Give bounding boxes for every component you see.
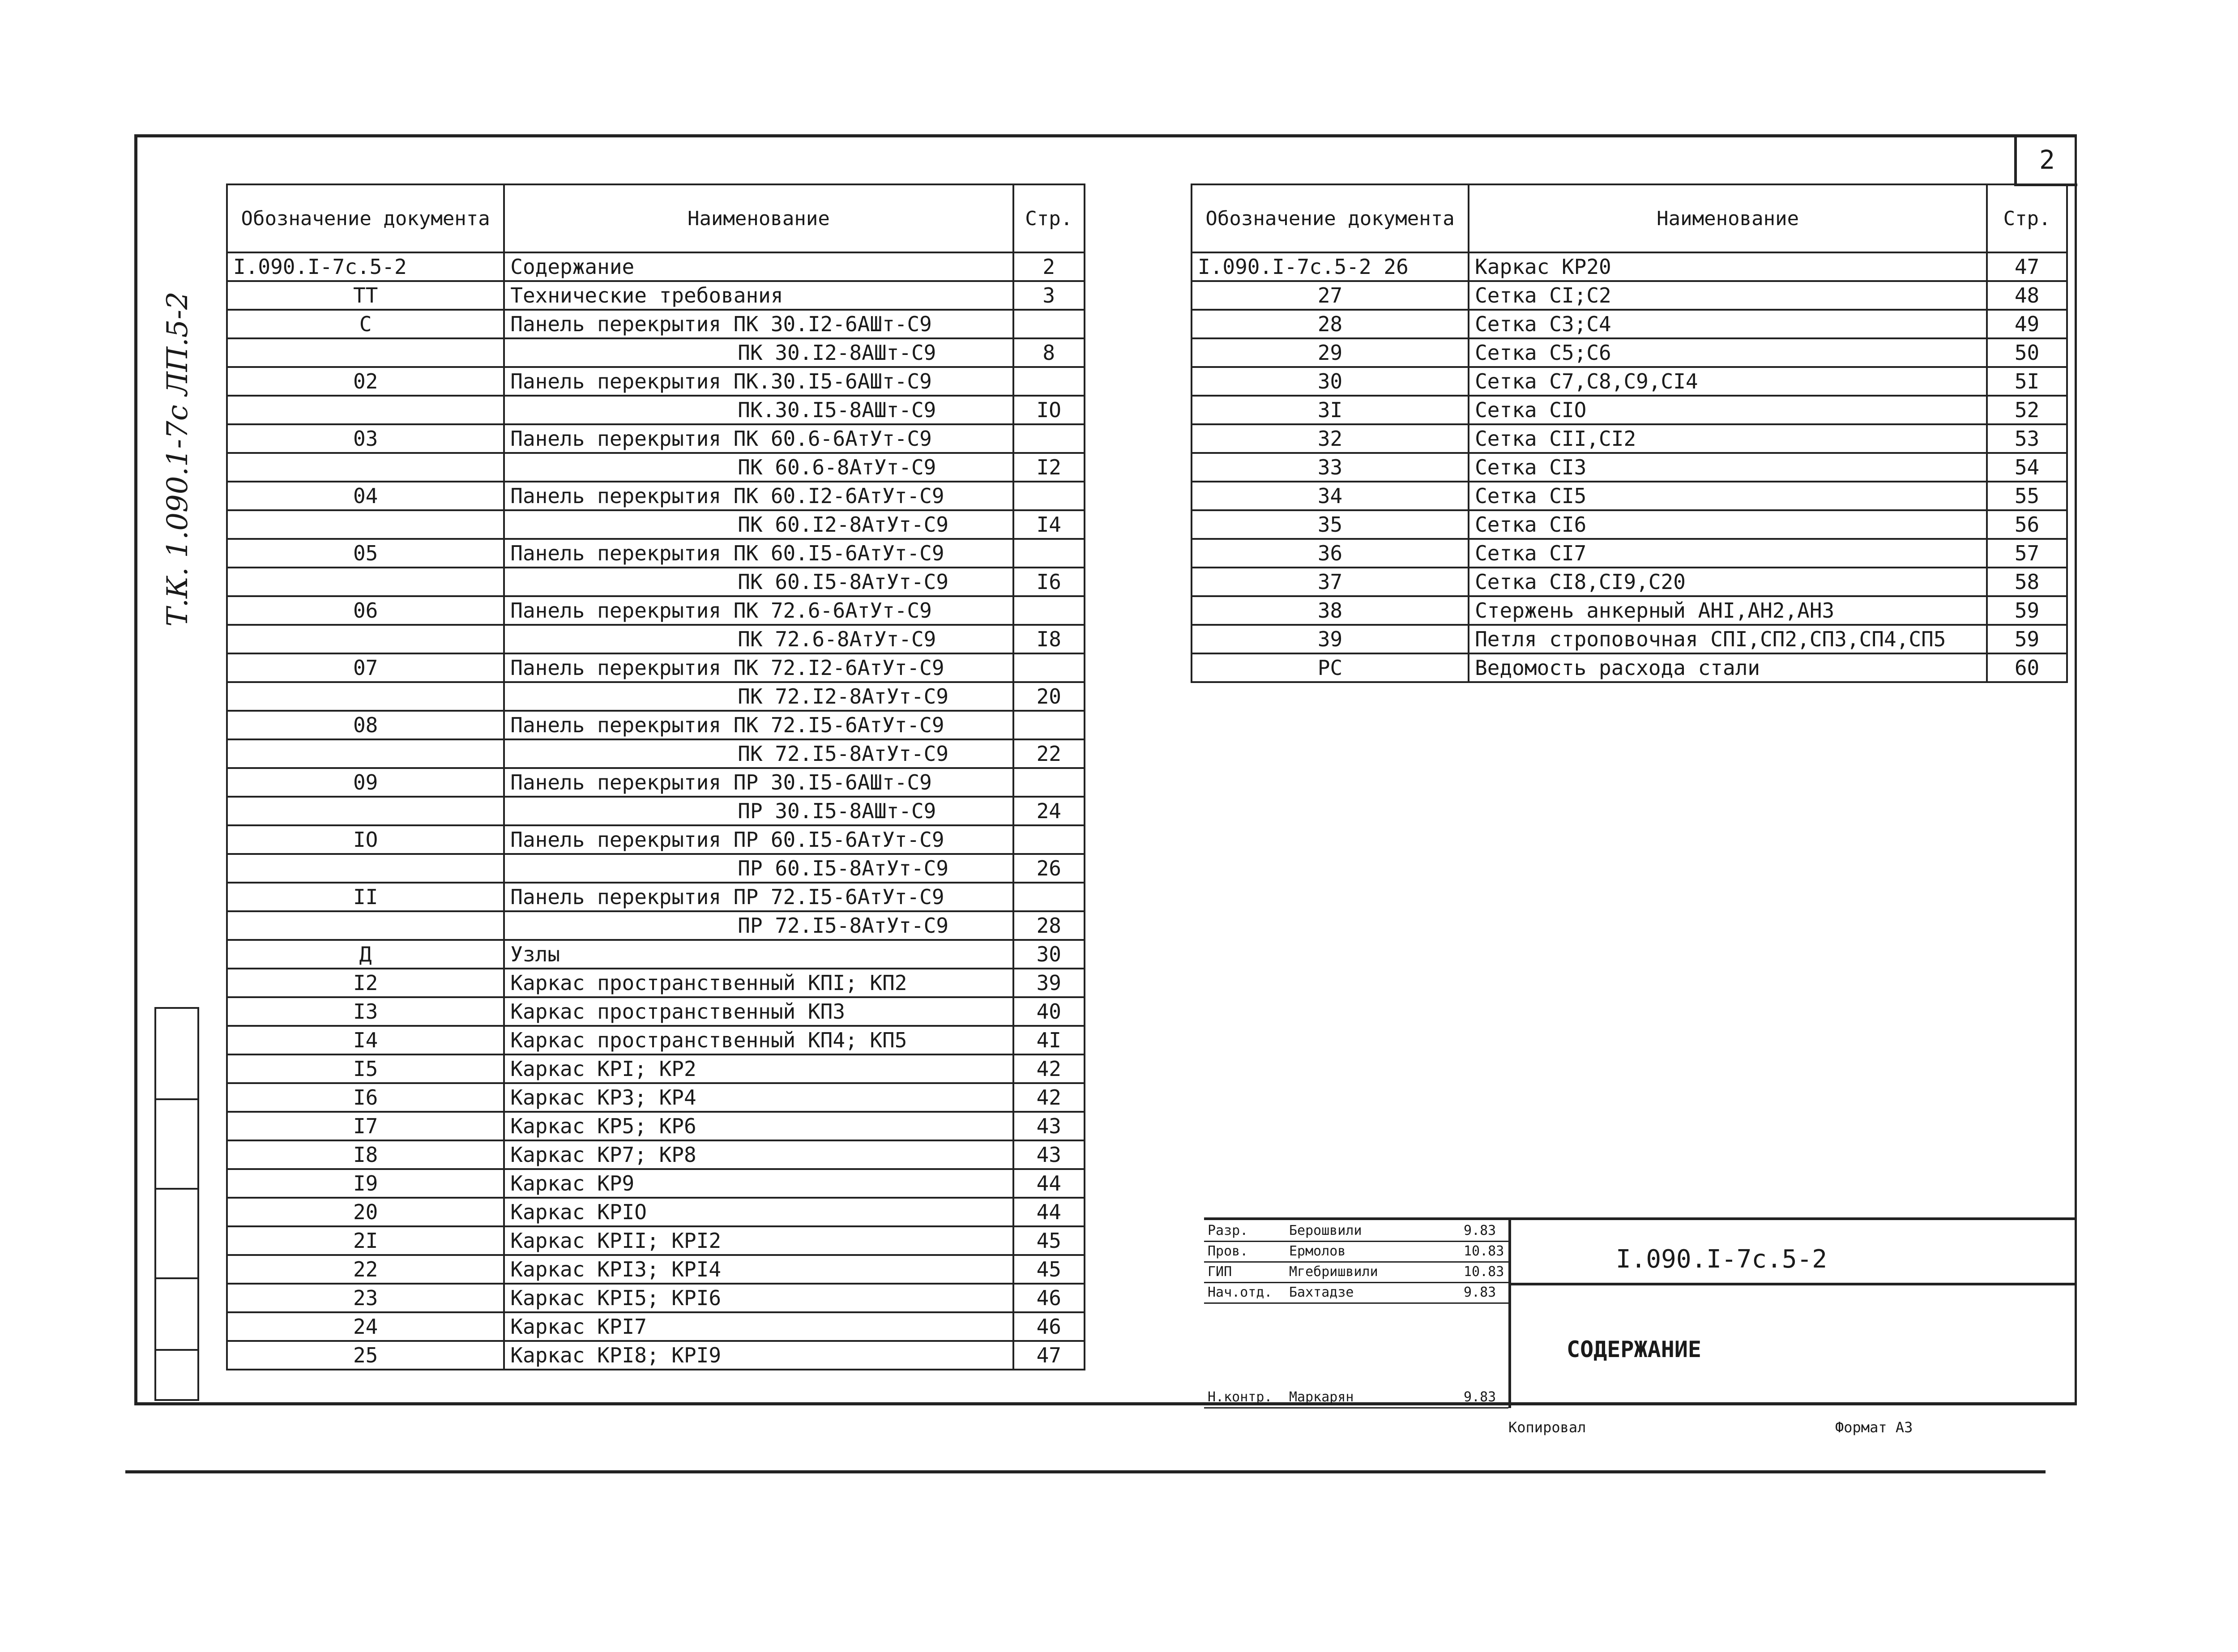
contents-table-left xyxy=(226,184,1085,1370)
row-name: Технические требования xyxy=(504,281,1013,310)
row-page: 59 xyxy=(1987,625,2067,653)
signature-role: ГИП xyxy=(1208,1264,1232,1280)
row-code xyxy=(227,396,504,424)
title-block xyxy=(1204,1217,2077,1408)
row-code: 02 xyxy=(227,367,504,396)
table-row xyxy=(1192,510,2067,539)
row-page: 20 xyxy=(1013,682,1085,711)
row-code: 3I xyxy=(1192,396,1469,424)
row-page: 53 xyxy=(1987,424,2067,453)
row-page: 5I xyxy=(1987,367,2067,396)
row-page: 56 xyxy=(1987,510,2067,539)
row-code: 07 xyxy=(227,653,504,682)
table-row xyxy=(227,453,1085,482)
row-name: Каркас КРIО xyxy=(504,1198,1013,1226)
row-name: Панель перекрытия ПК 72.6-6АтУт-С9 xyxy=(504,596,1013,625)
row-name: Ведомость расхода стали xyxy=(1469,653,1987,682)
row-name: Сетка СIО xyxy=(1469,396,1987,424)
row-code: I6 xyxy=(227,1083,504,1112)
row-page: 4I xyxy=(1013,1026,1085,1054)
table-row xyxy=(1192,596,2067,625)
row-code xyxy=(227,911,504,940)
row-code: 09 xyxy=(227,768,504,797)
row-code: I8 xyxy=(227,1140,504,1169)
row-code: IО xyxy=(227,825,504,854)
row-code: 03 xyxy=(227,424,504,453)
table-row xyxy=(227,482,1085,510)
row-page: 46 xyxy=(1013,1312,1085,1341)
table-row xyxy=(227,739,1085,768)
row-code: 38 xyxy=(1192,596,1469,625)
table-row xyxy=(227,396,1085,424)
table-row xyxy=(1192,539,2067,568)
row-name: Сетка СI7 xyxy=(1469,539,1987,568)
signature-row xyxy=(1204,1241,1508,1263)
table-row xyxy=(227,281,1085,310)
row-page: 59 xyxy=(1987,596,2067,625)
header-code: Обозначение документа xyxy=(227,184,504,252)
row-code: I9 xyxy=(227,1169,504,1198)
row-page: I2 xyxy=(1013,453,1085,482)
signature-role: Разр. xyxy=(1208,1223,1248,1238)
signature-row xyxy=(1204,1261,1508,1283)
row-name: Каркас КРI; КР2 xyxy=(504,1054,1013,1083)
row-code: 37 xyxy=(1192,568,1469,596)
row-name: Сетка С3;С4 xyxy=(1469,310,1987,338)
row-code: 33 xyxy=(1192,453,1469,482)
row-page: 58 xyxy=(1987,568,2067,596)
header-name: Наименование xyxy=(1469,184,1987,252)
table-row xyxy=(1192,625,2067,653)
table-row xyxy=(227,310,1085,338)
table-row xyxy=(227,797,1085,825)
row-code: 08 xyxy=(227,711,504,739)
row-code: I4 xyxy=(227,1026,504,1054)
row-name: Каркас пространственный КП4; КП5 xyxy=(504,1026,1013,1054)
table-row xyxy=(227,825,1085,854)
row-code: 25 xyxy=(227,1341,504,1370)
row-code: 27 xyxy=(1192,281,1469,310)
row-page: IО xyxy=(1013,396,1085,424)
row-page xyxy=(1013,825,1085,854)
table-row xyxy=(227,1312,1085,1341)
row-page: 8 xyxy=(1013,338,1085,367)
table-row xyxy=(227,424,1085,453)
row-page xyxy=(1013,711,1085,739)
row-code: I2 xyxy=(227,969,504,997)
table-row xyxy=(1192,310,2067,338)
table-row xyxy=(227,1341,1085,1370)
row-code: 23 xyxy=(227,1284,504,1312)
row-code: 29 xyxy=(1192,338,1469,367)
table-row xyxy=(227,1054,1085,1083)
row-page xyxy=(1013,424,1085,453)
row-name: Каркас пространственный КПI; КП2 xyxy=(504,969,1013,997)
row-name: Сетка СII,СI2 xyxy=(1469,424,1987,453)
row-name: Стержень анкерный АНI,АН2,АН3 xyxy=(1469,596,1987,625)
row-code: 20 xyxy=(227,1198,504,1226)
side-stamp-box xyxy=(154,1007,199,1401)
row-page: 43 xyxy=(1013,1140,1085,1169)
row-name: ПР 60.I5-8АтУт-С9 xyxy=(504,854,1013,883)
signature-role: Н.контр. xyxy=(1208,1389,1273,1405)
table-row xyxy=(227,653,1085,682)
row-page: 57 xyxy=(1987,539,2067,568)
row-name: ПК 60.6-8АтУт-С9 xyxy=(504,453,1013,482)
signature-date: 10.83 xyxy=(1464,1243,1504,1259)
row-code xyxy=(227,854,504,883)
table-row xyxy=(227,568,1085,596)
row-code: I.090.I-7с.5-2 xyxy=(227,252,504,281)
header-name: Наименование xyxy=(504,184,1013,252)
row-page: 22 xyxy=(1013,739,1085,768)
row-page xyxy=(1013,482,1085,510)
row-page: 43 xyxy=(1013,1112,1085,1140)
row-code: Д xyxy=(227,940,504,969)
row-page: I4 xyxy=(1013,510,1085,539)
row-name: Панель перекрытия ПК 60.I5-6АтУт-С9 xyxy=(504,539,1013,568)
table-row xyxy=(1192,653,2067,682)
row-name: Сетка СI;С2 xyxy=(1469,281,1987,310)
format-label: Формат А3 xyxy=(1835,1419,1913,1436)
row-code: 06 xyxy=(227,596,504,625)
row-page: 40 xyxy=(1013,997,1085,1026)
signature-role: Нач.отд. xyxy=(1208,1285,1273,1300)
table-row xyxy=(227,252,1085,281)
row-code xyxy=(227,338,504,367)
row-code xyxy=(227,682,504,711)
signature-row xyxy=(1204,1387,1508,1409)
row-name: ПК 72.I2-8АтУт-С9 xyxy=(504,682,1013,711)
row-code: 28 xyxy=(1192,310,1469,338)
signature-block xyxy=(1204,1220,1511,1408)
table-row xyxy=(1192,281,2067,310)
table-row xyxy=(227,1198,1085,1226)
row-code: С xyxy=(227,310,504,338)
table-row xyxy=(227,711,1085,739)
row-code: 35 xyxy=(1192,510,1469,539)
table-row xyxy=(227,367,1085,396)
row-page: 47 xyxy=(1987,252,2067,281)
row-name: Каркас КРI3; КРI4 xyxy=(504,1255,1013,1284)
row-name: Панель перекрытия ПК 60.I2-6АтУт-С9 xyxy=(504,482,1013,510)
row-page: 60 xyxy=(1987,653,2067,682)
side-stamp: Т.К. 1.090.1-7с ЛП.5-2 xyxy=(161,291,194,627)
row-code: 39 xyxy=(1192,625,1469,653)
table-row xyxy=(227,338,1085,367)
row-page: 52 xyxy=(1987,396,2067,424)
table-row xyxy=(1192,396,2067,424)
row-name: Панель перекрытия ПР 72.I5-6АтУт-С9 xyxy=(504,883,1013,911)
row-name: Сетка СI3 xyxy=(1469,453,1987,482)
table-row xyxy=(227,1169,1085,1198)
row-name: ПК 72.I5-8АтУт-С9 xyxy=(504,739,1013,768)
table-row xyxy=(1192,338,2067,367)
row-name: Каркас КРI5; КРI6 xyxy=(504,1284,1013,1312)
doc-code: I.090.I-7с.5-2 xyxy=(1616,1245,1828,1274)
row-name: Каркас КРI8; КРI9 xyxy=(504,1341,1013,1370)
table-row xyxy=(227,1083,1085,1112)
row-page xyxy=(1013,768,1085,797)
row-name: Узлы xyxy=(504,940,1013,969)
contents-table-right xyxy=(1191,184,2068,683)
table-row xyxy=(227,1255,1085,1284)
row-code: I5 xyxy=(227,1054,504,1083)
row-code xyxy=(227,625,504,653)
row-page: I6 xyxy=(1013,568,1085,596)
row-page: 3 xyxy=(1013,281,1085,310)
row-page: 44 xyxy=(1013,1198,1085,1226)
row-page: 39 xyxy=(1013,969,1085,997)
table-row xyxy=(227,1140,1085,1169)
row-page xyxy=(1013,367,1085,396)
row-page: 45 xyxy=(1013,1226,1085,1255)
table-row xyxy=(227,1112,1085,1140)
row-page xyxy=(1013,653,1085,682)
row-page: 50 xyxy=(1987,338,2067,367)
row-page xyxy=(1013,310,1085,338)
row-page: I8 xyxy=(1013,625,1085,653)
right-table-body xyxy=(1192,252,2067,682)
row-name: Панель перекрытия ПР 60.I5-6АтУт-С9 xyxy=(504,825,1013,854)
row-page: 30 xyxy=(1013,940,1085,969)
row-code: 30 xyxy=(1192,367,1469,396)
row-page: 42 xyxy=(1013,1083,1085,1112)
row-name: Панель перекрытия ПК 30.I2-6АШт-С9 xyxy=(504,310,1013,338)
row-page xyxy=(1013,883,1085,911)
row-name: ПР 30.I5-8АШт-С9 xyxy=(504,797,1013,825)
row-name: Сетка С7,С8,С9,СI4 xyxy=(1469,367,1987,396)
signature-name: Ермолов xyxy=(1289,1243,1346,1259)
signature-name: Мгебришвили xyxy=(1289,1264,1378,1280)
row-name: Каркас пространственный КП3 xyxy=(504,997,1013,1026)
table-row xyxy=(227,883,1085,911)
row-code: 2I xyxy=(227,1226,504,1255)
row-page: 26 xyxy=(1013,854,1085,883)
table-row xyxy=(227,682,1085,711)
row-code: 24 xyxy=(227,1312,504,1341)
row-page: 54 xyxy=(1987,453,2067,482)
table-row xyxy=(227,510,1085,539)
row-code xyxy=(227,797,504,825)
row-name: Сетка СI8,СI9,С20 xyxy=(1469,568,1987,596)
table-row xyxy=(1192,424,2067,453)
row-code xyxy=(227,739,504,768)
row-name: Петля строповочная СПI,СП2,СП3,СП4,СП5 xyxy=(1469,625,1987,653)
row-name: ПК 60.I5-8АтУт-С9 xyxy=(504,568,1013,596)
table-row xyxy=(227,997,1085,1026)
signature-row xyxy=(1204,1282,1508,1304)
row-name: Содержание xyxy=(504,252,1013,281)
sheet-number: 2 xyxy=(2014,137,2077,186)
row-name: Каркас КР3; КР4 xyxy=(504,1083,1013,1112)
row-name: ПР 72.I5-8АтУт-С9 xyxy=(504,911,1013,940)
signature-name: Маркарян xyxy=(1289,1389,1354,1405)
row-name: Каркас КРI7 xyxy=(504,1312,1013,1341)
table-row xyxy=(227,940,1085,969)
row-page: 48 xyxy=(1987,281,2067,310)
row-name: Панель перекрытия ПК 72.I2-6АтУт-С9 xyxy=(504,653,1013,682)
row-page: 45 xyxy=(1013,1255,1085,1284)
row-name: Панель перекрытия ПК.30.I5-6АШт-С9 xyxy=(504,367,1013,396)
table-row xyxy=(1192,252,2067,281)
row-code xyxy=(227,453,504,482)
doc-title: СОДЕРЖАНИЕ xyxy=(1567,1336,1702,1362)
row-code: 32 xyxy=(1192,424,1469,453)
table-row xyxy=(227,768,1085,797)
table-row xyxy=(227,854,1085,883)
row-code: РС xyxy=(1192,653,1469,682)
row-page: 47 xyxy=(1013,1341,1085,1370)
table-row xyxy=(227,1226,1085,1255)
row-name: Сетка СI6 xyxy=(1469,510,1987,539)
row-page: 49 xyxy=(1987,310,2067,338)
left-table-body xyxy=(227,252,1085,1370)
signature-date: 9.83 xyxy=(1464,1285,1496,1300)
row-name: Панель перекрытия ПК 60.6-6АтУт-С9 xyxy=(504,424,1013,453)
table-row xyxy=(227,539,1085,568)
header-page: Стр. xyxy=(1987,184,2067,252)
row-code: II xyxy=(227,883,504,911)
header-code: Обозначение документа xyxy=(1192,184,1469,252)
signature-date: 9.83 xyxy=(1464,1389,1496,1405)
row-page: 2 xyxy=(1013,252,1085,281)
signature-role: Пров. xyxy=(1208,1243,1248,1259)
row-name: Каркас КР9 xyxy=(504,1169,1013,1198)
table-row xyxy=(227,911,1085,940)
signature-date: 10.83 xyxy=(1464,1264,1504,1280)
row-name: ПК.30.I5-8АШт-С9 xyxy=(504,396,1013,424)
table-row xyxy=(1192,367,2067,396)
row-name: Сетка СI5 xyxy=(1469,482,1987,510)
row-page: 28 xyxy=(1013,911,1085,940)
table-row xyxy=(1192,482,2067,510)
row-name: Сетка С5;С6 xyxy=(1469,338,1987,367)
row-page xyxy=(1013,596,1085,625)
row-name: ПК 72.6-8АтУт-С9 xyxy=(504,625,1013,653)
row-code xyxy=(227,568,504,596)
row-code xyxy=(227,510,504,539)
signature-date: 9.83 xyxy=(1464,1223,1496,1238)
row-page: 42 xyxy=(1013,1054,1085,1083)
row-name: Каркас КР7; КР8 xyxy=(504,1140,1013,1169)
row-code: 34 xyxy=(1192,482,1469,510)
row-name: Панель перекрытия ПК 72.I5-6АтУт-С9 xyxy=(504,711,1013,739)
table-row xyxy=(1192,568,2067,596)
row-page: 46 xyxy=(1013,1284,1085,1312)
copied-label: Копировал xyxy=(1508,1419,1586,1436)
title-block-divider xyxy=(1508,1283,2077,1285)
row-name: ПК 30.I2-8АШт-С9 xyxy=(504,338,1013,367)
row-code: I.090.I-7с.5-2 26 xyxy=(1192,252,1469,281)
row-page: 44 xyxy=(1013,1169,1085,1198)
row-name: Панель перекрытия ПР 30.I5-6АШт-С9 xyxy=(504,768,1013,797)
table-row xyxy=(227,969,1085,997)
table-row xyxy=(227,596,1085,625)
row-code: I3 xyxy=(227,997,504,1026)
signature-name: Берошвили xyxy=(1289,1223,1362,1238)
header-page: Стр. xyxy=(1013,184,1085,252)
row-code: I7 xyxy=(227,1112,504,1140)
row-page: 24 xyxy=(1013,797,1085,825)
row-code: 36 xyxy=(1192,539,1469,568)
row-code: ТТ xyxy=(227,281,504,310)
row-name: ПК 60.I2-8АтУт-С9 xyxy=(504,510,1013,539)
row-page: 55 xyxy=(1987,482,2067,510)
row-code: 22 xyxy=(227,1255,504,1284)
row-name: Каркас КР20 xyxy=(1469,252,1987,281)
row-name: Каркас КР5; КР6 xyxy=(504,1112,1013,1140)
row-name: Каркас КРII; КРI2 xyxy=(504,1226,1013,1255)
row-code: 04 xyxy=(227,482,504,510)
table-row xyxy=(1192,453,2067,482)
table-row xyxy=(227,1026,1085,1054)
row-code: 05 xyxy=(227,539,504,568)
table-row xyxy=(227,1284,1085,1312)
bottom-rule xyxy=(125,1470,2046,1473)
table-row xyxy=(227,625,1085,653)
signature-row xyxy=(1204,1220,1508,1242)
signature-name: Бахтадзе xyxy=(1289,1285,1354,1300)
row-page xyxy=(1013,539,1085,568)
